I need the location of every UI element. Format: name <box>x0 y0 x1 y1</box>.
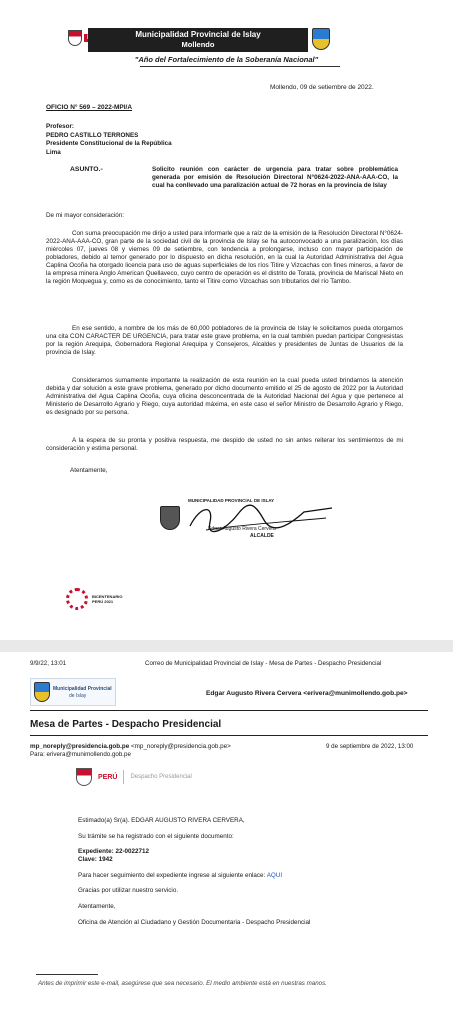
banner-line2: Mollendo <box>181 40 215 49</box>
seal-icon <box>160 506 180 530</box>
eco-footer: Antes de imprimir este e-mail, asegúrese que sea necesario. El medio ambiente está en nuestras manos. <box>38 980 327 987</box>
expediente: Expediente: 22-0022712 <box>78 848 150 855</box>
account-owner: Edgar Augusto Rivera Cervera <erivera@munimollendo.gob.pe> <box>206 690 408 697</box>
thanks-line: Gracias por utilizar nuestro servicio. <box>78 887 179 894</box>
sender-email[interactable]: mp_noreply@presidencia.gob.pe <box>30 743 130 750</box>
addressee-block <box>46 123 172 157</box>
recipient-email[interactable]: erivera@munimollendo.gob.pe <box>46 751 131 758</box>
email-closing: Atentamente, <box>78 903 116 910</box>
paragraph-2: En ese sentido, a nombre de los más de 60,000 pobladores de la provincia de Islay le solicitamos pueda otorgarnos una cita CON CARACTER DE URGENCIA, para tratar este grave problema, en la cual también puedan participar Congresistas por la región Arequipa, Gobernadora Regional Arequipa y Consejeros, Alcaldes y presidentes de Juntas de Usuarios de la provincia de Islay. <box>46 325 403 356</box>
addressee-role: Presidente Constitucional de la República <box>46 140 172 147</box>
paragraph-1: Con suma preocupación me dirijo a usted para informarle que a raíz de la emisión de la Resolución Directoral N°0624-2022-ANA-AAA-CO, gran parte de la sociedad civil de la provincia de Islay se ha autoconvocado a una paralización, los días miércoles 07, jueves 08 y viernes 09 de setiembre, con tendencia a prolongarse, incluso con mayor participación de pobladores, debido al temor generado por lo dispuesto en dicha resolución, en la cual la Autoridad Administrativa del Agua Caplina Ocoña ha otorgado licencia para uso de aguas superficiales de los ríos Titire y Vizcachas con fines mineros, a favor de la empresa minera Anglo American Quellaveco, cuyo centro de operación es el distrito de Torata, provincia de Mariscal Nieto en la región Moquegua y, como es de conocimiento, tanto el Titire como Vizcachas son tributarios del río Tambo. <box>46 230 403 285</box>
footer-rule <box>36 974 98 975</box>
bicentenario-logo <box>66 588 122 610</box>
muni-logo <box>30 678 116 706</box>
subject-rule <box>30 735 428 736</box>
banner-peru: PERÚ <box>98 773 118 781</box>
bicentenario-line1: BICENTENARIO <box>92 594 123 599</box>
banner-divider <box>123 770 124 784</box>
peru-shield-icon <box>68 30 82 46</box>
signer-name: Edgar Augusto Rivera Cervera <box>208 526 276 532</box>
subject-text: Solicito reunión con carácter de urgencia para tratar sobre problemática generada por emisión de Resolución Directoral N°0624-2022-ANA-AAA-CO, la cual ha conllevado una paralización actual de 72 horas en la provincia de Islay <box>152 166 398 189</box>
stamp-title: MUNICIPALIDAD PROVINCIAL DE ISLAY <box>188 498 275 503</box>
signature-block <box>160 496 340 556</box>
paragraph-3: Consideramos sumamente importante la realización de esta reunión en la cual pueda usted brindarnos la atención debida y dar solución a este grave problema, generado por dicho documento emitido el 25 de agosto de 2022 por la Autoridad Administrativa del Agua Caplina Ocoña, cuya oficina desconcentrada de la Autoridad Nacional del Agua y que pertenece al Ministerio de Desarrollo Agrario y Riego, cuya autoridad máxima, en este caso el señor Ministro de Desarrollo Agrario y Riego, es designado por su persona. <box>46 377 403 416</box>
email-date: 9 de septiembre de 2022, 13:00 <box>326 743 414 750</box>
banner-line1: Municipalidad Provincial de Islay <box>135 30 261 39</box>
muni-crest-icon <box>34 682 50 702</box>
year-motto: "Año del Fortalecimiento de la Soberanía Nacional" <box>134 55 319 64</box>
follow-link[interactable]: AQUI <box>266 872 283 879</box>
bicentenario-line2: PERÚ 2021 <box>92 599 114 604</box>
page-separator <box>0 640 453 652</box>
oficio-number: OFICIO N° 569 – 2022-MPI/A <box>46 104 133 111</box>
oficio-date: Mollendo, 09 de setiembre de 2022. <box>270 84 374 91</box>
paragraph-4: A la espera de su pronta y positiva respuesta, me despido de usted no sin antes reiterar los sentimientos de mi consideración y estima personal. <box>46 437 403 452</box>
addressee-name: PEDRO CASTILLO TERRONES <box>46 131 139 139</box>
bicentenario-ring-icon <box>66 588 88 610</box>
addressee-city: Lima <box>46 148 61 156</box>
addressee-title: Profesor: <box>46 123 74 130</box>
clave: Clave: 1942 <box>78 856 113 863</box>
email-subject: Mesa de Partes - Despacho Presidencial <box>30 719 222 730</box>
peru-shield-icon <box>76 768 92 786</box>
subject-label: ASUNTO.- <box>70 166 103 173</box>
print-timestamp: 9/9/22, 13:01 <box>30 660 67 667</box>
office-signature: Oficina de Atención al Ciudadano y Gestión Documentaria - Despacho Presidencial <box>78 919 311 926</box>
header-banner <box>88 28 308 52</box>
recipient-line <box>30 751 131 758</box>
presidency-banner <box>76 766 276 788</box>
follow-text: Para hacer seguimiento del expediente ingrese al siguiente enlace: <box>78 872 266 879</box>
bicentenario-text <box>92 594 122 604</box>
muni-logo-line2: de Islay <box>69 693 87 699</box>
motto-underline <box>140 66 340 67</box>
greeting: De mi mayor consideración: <box>46 212 125 219</box>
email-line1: Su trámite se ha registrado con el siguiente documento: <box>78 833 234 840</box>
email-greeting: Estimado(a) Sr(a). EDGAR AUGUSTO RIVERA CERVERA, <box>78 817 245 824</box>
email-page <box>0 652 453 1024</box>
islay-crest-icon <box>312 28 330 50</box>
muni-logo-line1: Municipalidad Provincial <box>53 686 112 692</box>
print-header: Correo de Municipalidad Provincial de Islay - Mesa de Partes - Despacho Presidencial <box>145 660 382 667</box>
signer-role: ALCALDE <box>250 533 274 539</box>
banner-dept: Despacho Presidencial <box>130 774 192 780</box>
header-rule <box>30 710 428 711</box>
sender-line <box>30 743 231 750</box>
sender-full: <mp_noreply@presidencia.gob.pe> <box>130 743 231 750</box>
closing: Atentamente, <box>70 467 108 474</box>
follow-line <box>78 872 282 879</box>
to-label: Para: <box>30 751 45 758</box>
